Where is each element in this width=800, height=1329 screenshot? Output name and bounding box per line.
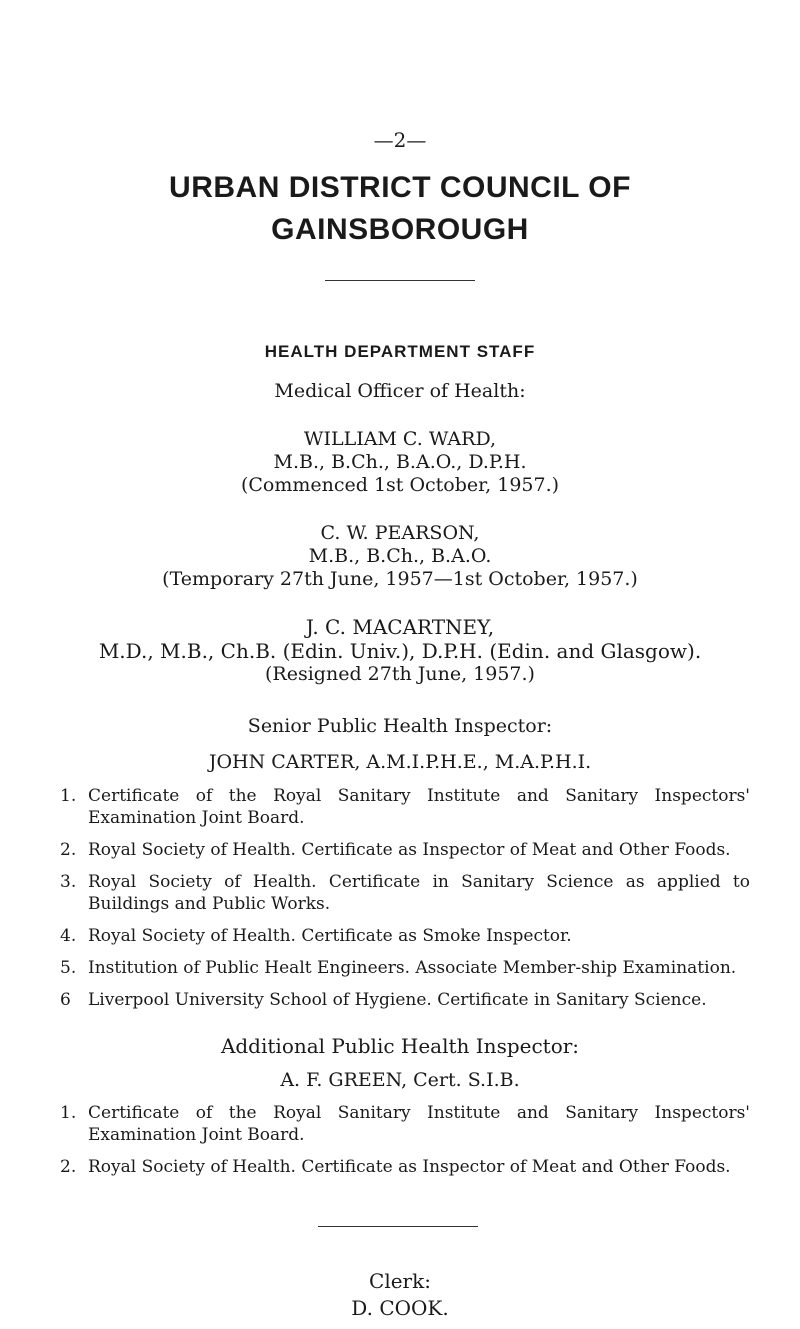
moh3-qualifications: M.D., M.B., Ch.B. (Edin. Univ.), D.P.H. (Edin. and Glasgow).: [98, 639, 702, 663]
list-item-text: Institution of Public Healt Engineers. Associate Member-ship Examination.: [88, 958, 737, 978]
moh1-name: WILLIAM C. WARD,: [303, 428, 497, 450]
list-item: [60, 1156, 750, 1178]
council-title-line2: GAINSBOROUGH: [271, 213, 529, 246]
clerk-name: D. COOK.: [351, 1296, 449, 1320]
moh-label: Medical Officer of Health:: [274, 380, 526, 402]
moh2-qualifications: M.B., B.Ch., B.A.O.: [308, 545, 492, 567]
sphi-qualification-list: [60, 785, 750, 1021]
list-item-text: Royal Society of Health. Certificate as Inspector of Meat and Other Foods.: [88, 840, 731, 860]
list-item: [60, 1102, 750, 1146]
list-item-number: 5.: [60, 958, 77, 978]
list-item-text: Certificate of the Royal Sanitary Institute and Sanitary Inspectors' Examination Joint Board.: [88, 1103, 750, 1145]
moh3-note: (Resigned 27th June, 1957.): [265, 663, 535, 685]
section-heading: HEALTH DEPARTMENT STAFF: [264, 342, 536, 361]
list-item-text: Royal Society of Health. Certificate in Sanitary Science as applied to Buildings and Public Works.: [88, 872, 750, 914]
list-item: [60, 871, 750, 915]
moh3-name: J. C. MACARTNEY,: [305, 615, 495, 639]
list-item-number: 2.: [60, 840, 77, 860]
moh1-note: (Commenced 1st October, 1957.): [240, 474, 560, 496]
moh1-qualifications: M.B., B.Ch., B.A.O., D.P.H.: [273, 451, 527, 473]
list-item: [60, 957, 750, 979]
aphi-qualification-list: [60, 1102, 750, 1188]
divider-top: [325, 280, 475, 281]
list-item-number: 6: [60, 990, 71, 1010]
divider-bottom: [318, 1226, 478, 1227]
list-item-number: 3.: [60, 872, 77, 892]
list-item-text: Liverpool University School of Hygiene. Certificate in Sanitary Science.: [88, 990, 707, 1010]
sphi-name: JOHN CARTER, A.M.I.P.H.E., M.A.P.H.I.: [208, 751, 592, 773]
list-item: [60, 839, 750, 861]
council-title-line1: URBAN DISTRICT COUNCIL OF: [169, 171, 631, 204]
moh2-name: C. W. PEARSON,: [320, 522, 480, 544]
list-item: [60, 925, 750, 947]
aphi-name: A. F. GREEN, Cert. S.I.B.: [280, 1069, 520, 1091]
list-item-number: 4.: [60, 926, 77, 946]
list-item-text: Royal Society of Health. Certificate as Smoke Inspector.: [88, 926, 572, 946]
list-item: [60, 989, 750, 1011]
list-item: [60, 785, 750, 829]
list-item-text: Certificate of the Royal Sanitary Institute and Sanitary Inspectors' Examination Joint Board.: [88, 786, 750, 828]
sphi-label: Senior Public Health Inspector:: [247, 715, 553, 737]
list-item-number: 2.: [60, 1157, 77, 1177]
aphi-label: Additional Public Health Inspector:: [220, 1034, 580, 1058]
page-number: —2—: [373, 128, 427, 152]
moh2-note: (Temporary 27th June, 1957—1st October, 1957.): [162, 568, 638, 590]
list-item-number: 1.: [60, 786, 77, 806]
list-item-text: Royal Society of Health. Certificate as Inspector of Meat and Other Foods.: [88, 1157, 731, 1177]
clerk-label: Clerk:: [369, 1269, 431, 1293]
list-item-number: 1.: [60, 1103, 77, 1123]
